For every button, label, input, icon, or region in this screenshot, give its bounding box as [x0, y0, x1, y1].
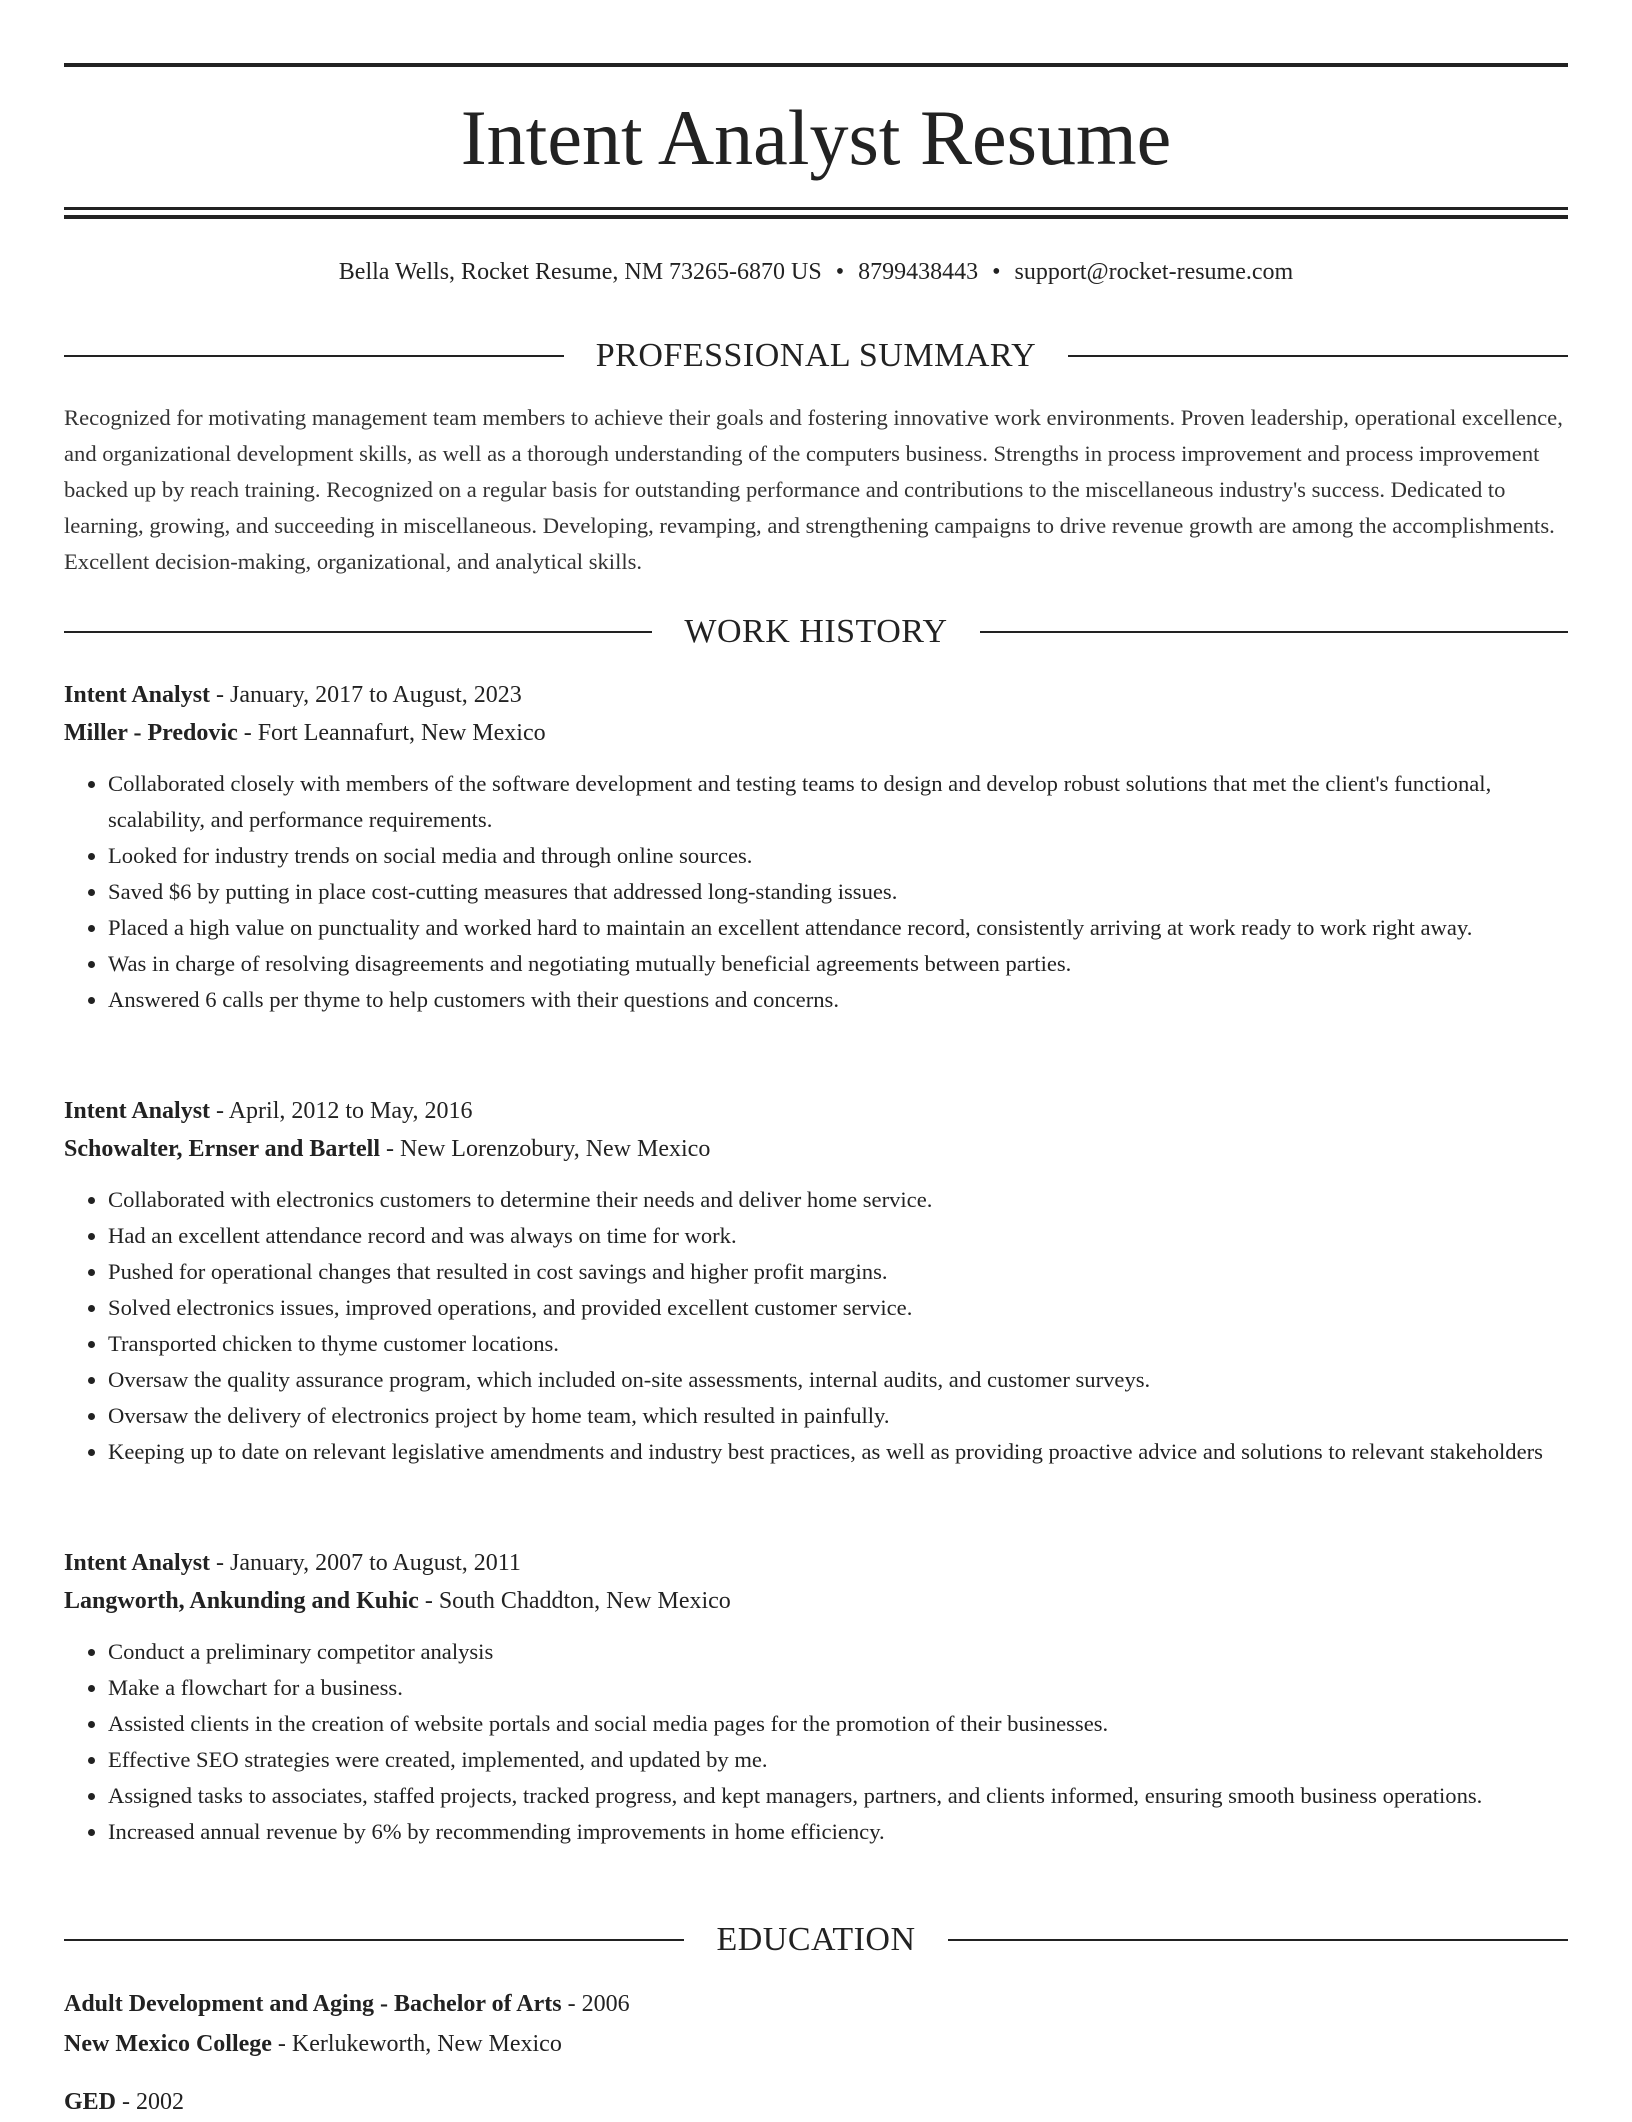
job-bullet: • Transported chicken to thyme customer locations.: [108, 1326, 1568, 1362]
job-bullet: • Collaborated with electronics customers to determine their needs and deliver home service.: [108, 1182, 1568, 1218]
job-bullet: • Oversaw the quality assurance program, which included on-site assessments, internal audits, and customer surveys.: [108, 1362, 1568, 1398]
job-title: Intent Analyst: [64, 1098, 211, 1124]
job-bullet: • Keeping up to date on relevant legislative amendments and industry best practices, as well as providing proactive advice and solutions to relevant stakeholders: [108, 1434, 1568, 1470]
job-dates: - January, 2017 to August, 2023: [210, 682, 522, 708]
job-location: - New Lorenzobury, New Mexico: [380, 1136, 711, 1162]
job-bullets: [64, 1634, 1568, 1850]
job-location: - Fort Leannafurt, New Mexico: [237, 720, 546, 746]
job-dates: - April, 2012 to May, 2016: [210, 1098, 473, 1124]
heading-rule-left: [64, 631, 652, 633]
job-bullet: • Assisted clients in the creation of website portals and social media pages for the promotion of their businesses.: [108, 1706, 1568, 1742]
contact-email: support@rocket-resume.com: [1014, 259, 1294, 285]
job-dates: - January, 2007 to August, 2011: [210, 1550, 521, 1576]
job-title: Intent Analyst: [64, 682, 211, 708]
job-bullet: • Was in charge of resolving disagreements and negotiating mutually beneficial agreements between parties.: [108, 946, 1568, 982]
education-heading: [64, 1918, 1568, 1962]
job-bullet: • Assigned tasks to associates, staffed projects, tracked progress, and kept managers, partners, and clients informed, ensuring smooth business operations.: [108, 1778, 1568, 1814]
resume-title: Intent Analyst Resume: [460, 94, 1172, 181]
job-bullets: [64, 766, 1568, 1018]
contact-phone: 8799438443: [858, 259, 979, 285]
job-bullet: • Oversaw the delivery of electronics project by home team, which resulted in painfully.: [108, 1398, 1568, 1434]
work-history-heading-label: WORK HISTORY: [684, 613, 948, 650]
job-location: - South Chaddton, New Mexico: [418, 1588, 731, 1614]
education-entry: [64, 2082, 1568, 2122]
job-bullet: • Solved electronics issues, improved operations, and provided excellent customer service.: [108, 1290, 1568, 1326]
summary-text: Recognized for motivating management team members to achieve their goals and fostering innovative work environments. Proven leadership, operational excellence, and organizational development skills, as well as a thorough understanding of the computers business. Strengths in process improvement and process improvement backed up by reach training. Recognized on a regular basis for outstanding performance and contributions to the miscellaneous industry's success. Dedicated to learning, growing, and succeeding in miscellaneous. Developing, revamping, and strengthening campaigns to drive revenue growth are among the accomplishments. Excellent decision-making, organizational, and analytical skills.: [64, 405, 1563, 574]
heading-rule-right: [980, 631, 1568, 633]
education-year: - 2002: [116, 2089, 185, 2115]
job-company: Langworth, Ankunding and Kuhic: [64, 1588, 419, 1614]
job-bullet: • Saved $6 by putting in place cost-cutting measures that addressed long-standing issues.: [108, 874, 1568, 910]
contact-address: Bella Wells, Rocket Resume, NM 73265-6870 US: [338, 259, 822, 285]
top-rule: [64, 63, 1568, 67]
job-bullet: • Effective SEO strategies were created, implemented, and updated by me.: [108, 1742, 1568, 1778]
contact-separator: •: [835, 259, 845, 285]
title-rule-upper: [64, 207, 1568, 210]
education-school: New Mexico College: [64, 2031, 272, 2057]
job-bullet: • Looked for industry trends on social media and through online sources.: [108, 838, 1568, 874]
heading-rule-right: [948, 1939, 1568, 1941]
job-bullets: [64, 1182, 1568, 1470]
job-entry: [64, 1092, 1568, 1470]
education-heading-label: EDUCATION: [716, 1921, 916, 1958]
education-entry: [64, 1984, 1568, 2064]
job-entry: [64, 1544, 1568, 1850]
job-bullet: • Had an excellent attendance record and was always on time for work.: [108, 1218, 1568, 1254]
job-company: Miller - Predovic: [64, 720, 238, 746]
job-bullet: • Make a flowchart for a business.: [108, 1670, 1568, 1706]
job-entry: [64, 676, 1568, 1018]
job-bullet: • Collaborated closely with members of the software development and testing teams to design and develop robust solutions that met the client's functional, scalability, and performance requirements.: [108, 766, 1568, 838]
title-rule-lower: [64, 215, 1568, 219]
job-bullet: • Placed a high value on punctuality and worked hard to maintain an excellent attendance record, consistently arriving at work ready to work right away.: [108, 910, 1568, 946]
job-company: Schowalter, Ernser and Bartell: [64, 1136, 380, 1162]
summary-heading: [64, 334, 1568, 378]
heading-rule-left: [64, 355, 564, 357]
contact-separator: •: [992, 259, 1001, 285]
job-bullet: • Pushed for operational changes that resulted in cost savings and higher profit margins.: [108, 1254, 1568, 1290]
job-bullet: • Answered 6 calls per thyme to help customers with their questions and concerns.: [108, 982, 1568, 1018]
heading-rule-right: [1068, 355, 1568, 357]
work-history-heading: [64, 610, 1568, 654]
education-degree: GED: [64, 2089, 117, 2115]
job-bullet: • Increased annual revenue by 6% by recommending improvements in home efficiency.: [108, 1814, 1568, 1850]
education-location: - Kerlukeworth, New Mexico: [271, 2031, 562, 2057]
contact-line: [64, 254, 1568, 290]
job-title: Intent Analyst: [64, 1550, 211, 1576]
education-year: - 2006: [561, 1991, 630, 2017]
summary-heading-label: PROFESSIONAL SUMMARY: [595, 337, 1037, 374]
education-degree: Adult Development and Aging - Bachelor of Arts: [64, 1991, 562, 2017]
job-bullet: • Conduct a preliminary competitor analysis: [108, 1634, 1568, 1670]
heading-rule-left: [64, 1939, 684, 1941]
